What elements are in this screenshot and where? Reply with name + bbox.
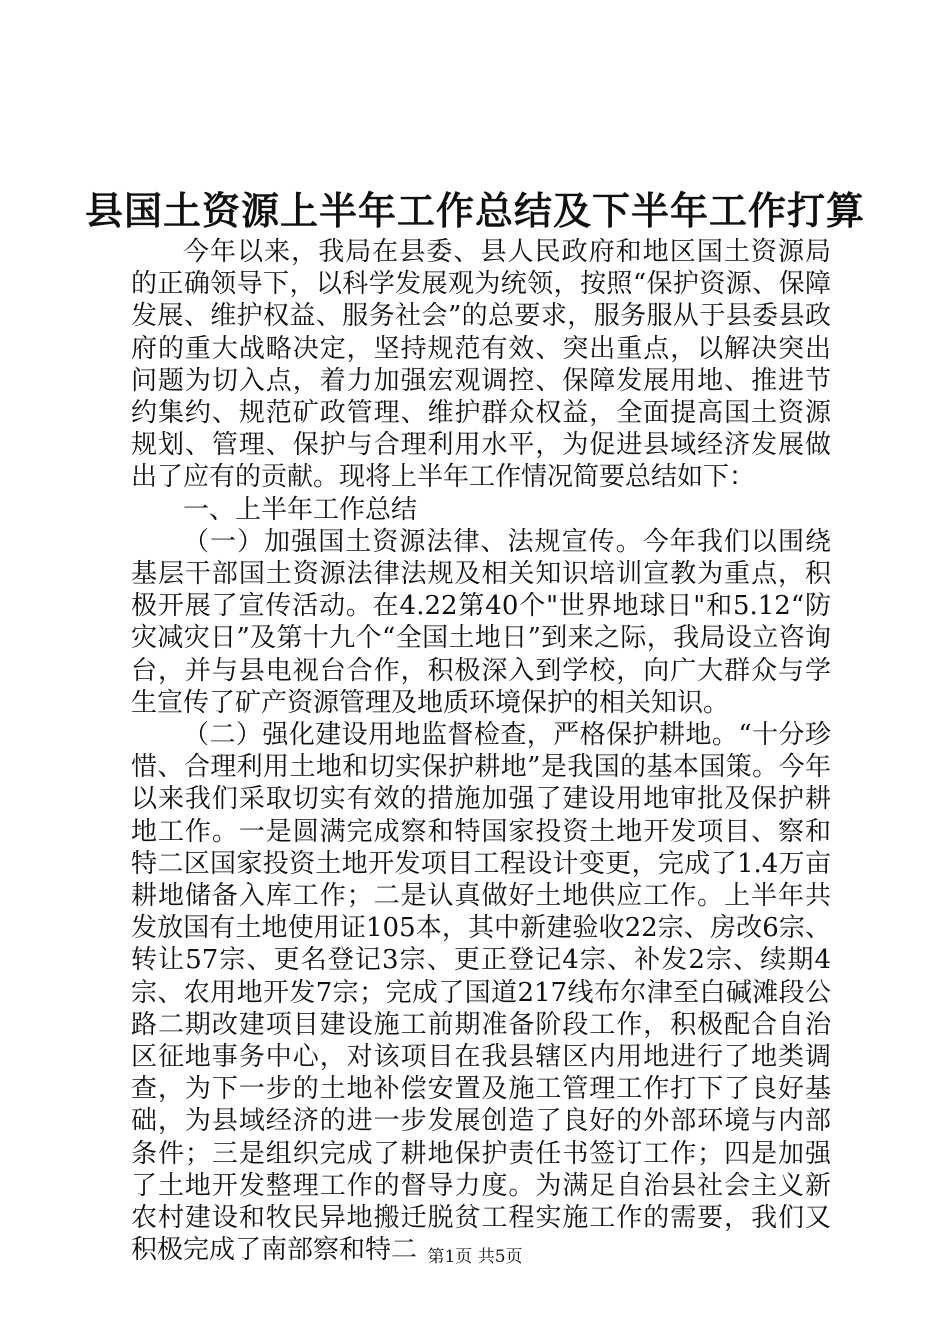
section-heading: 一、上半年工作总结 xyxy=(183,494,418,525)
page-footer: 第1页 共5页 xyxy=(427,1247,523,1267)
document-body xyxy=(131,236,831,1267)
paragraph-section-1: （一）加强国土资源法律、法规宣传。今年我们以围绕基层干部国土资源法律法规及相关知识培训宣教为重点，积极开展了宣传活动。在4.22第40个"世界地球日"和5.12“防灾减灾日”及第十九个“全国土地日”到来之际，我局设立咨询台，并与县电视台合作，积极深入到学校，向广大群众与学生宣传了矿产资源管理及地质环境保护的相关知识。 xyxy=(131,526,831,718)
paragraph-intro: 今年以来，我局在县委、县人民政府和地区国土资源局的正确领导下，以科学发展观为统领，按照“保护资源、保障发展、维护权益、服务社会”的总要求，服务服从于县委县政府的重大战略决定，坚持规范有效、突出重点，以解决突出问题为切入点，着力加强宏观调控、保障发展用地、推进节约集约、规范矿政管理、维护群众权益，全面提高国土资源规划、管理、保护与合理利用水平，为促进县域经济发展做出了应有的贡献。现将上半年工作情况简要总结如下： xyxy=(131,237,831,493)
document-title: 县国土资源上半年工作总结及下半年工作打算 xyxy=(84,188,865,233)
paragraph-section-2: （二）强化建设用地监督检查，严格保护耕地。“十分珍惜、合理利用土地和切实保护耕地”是我国的基本国策。今年以来我们采取切实有效的措施加强了建设用地审批及保护耕地工作。一是圆满完成察和特国家投资土地开发项目、察和特二区国家投资土地开发项目工程设计变更，完成了1.4万亩耕地储备入库工作；二是认真做好土地供应工作。上半年共发放国有土地使用证105本，其中新建验收22宗、房改6宗、转让57宗、更名登记3宗、更正登记4宗、补发2宗、续期4宗、农用地开发7宗；完成了国道217线布尔津至白碱滩段公路二期改建项目建设施工前期准备阶段工作，积极配合自治区征地事务中心，对该项目在我县辖区内用地进行了地类调查，为下一步的土地补偿安置及施工管理工作打下了良好基础，为县域经济的进一步发展创造了良好的外部环境与内部条件；三是组织完成了耕地保护责任书签订工作；四是加强了土地开发整理工作的督导力度。为满足自治县社会主义新农村建设和牧民异地搬迁脱贫工程实施工作的需要，我们又积极完成了南部察和特二 xyxy=(131,720,831,1266)
